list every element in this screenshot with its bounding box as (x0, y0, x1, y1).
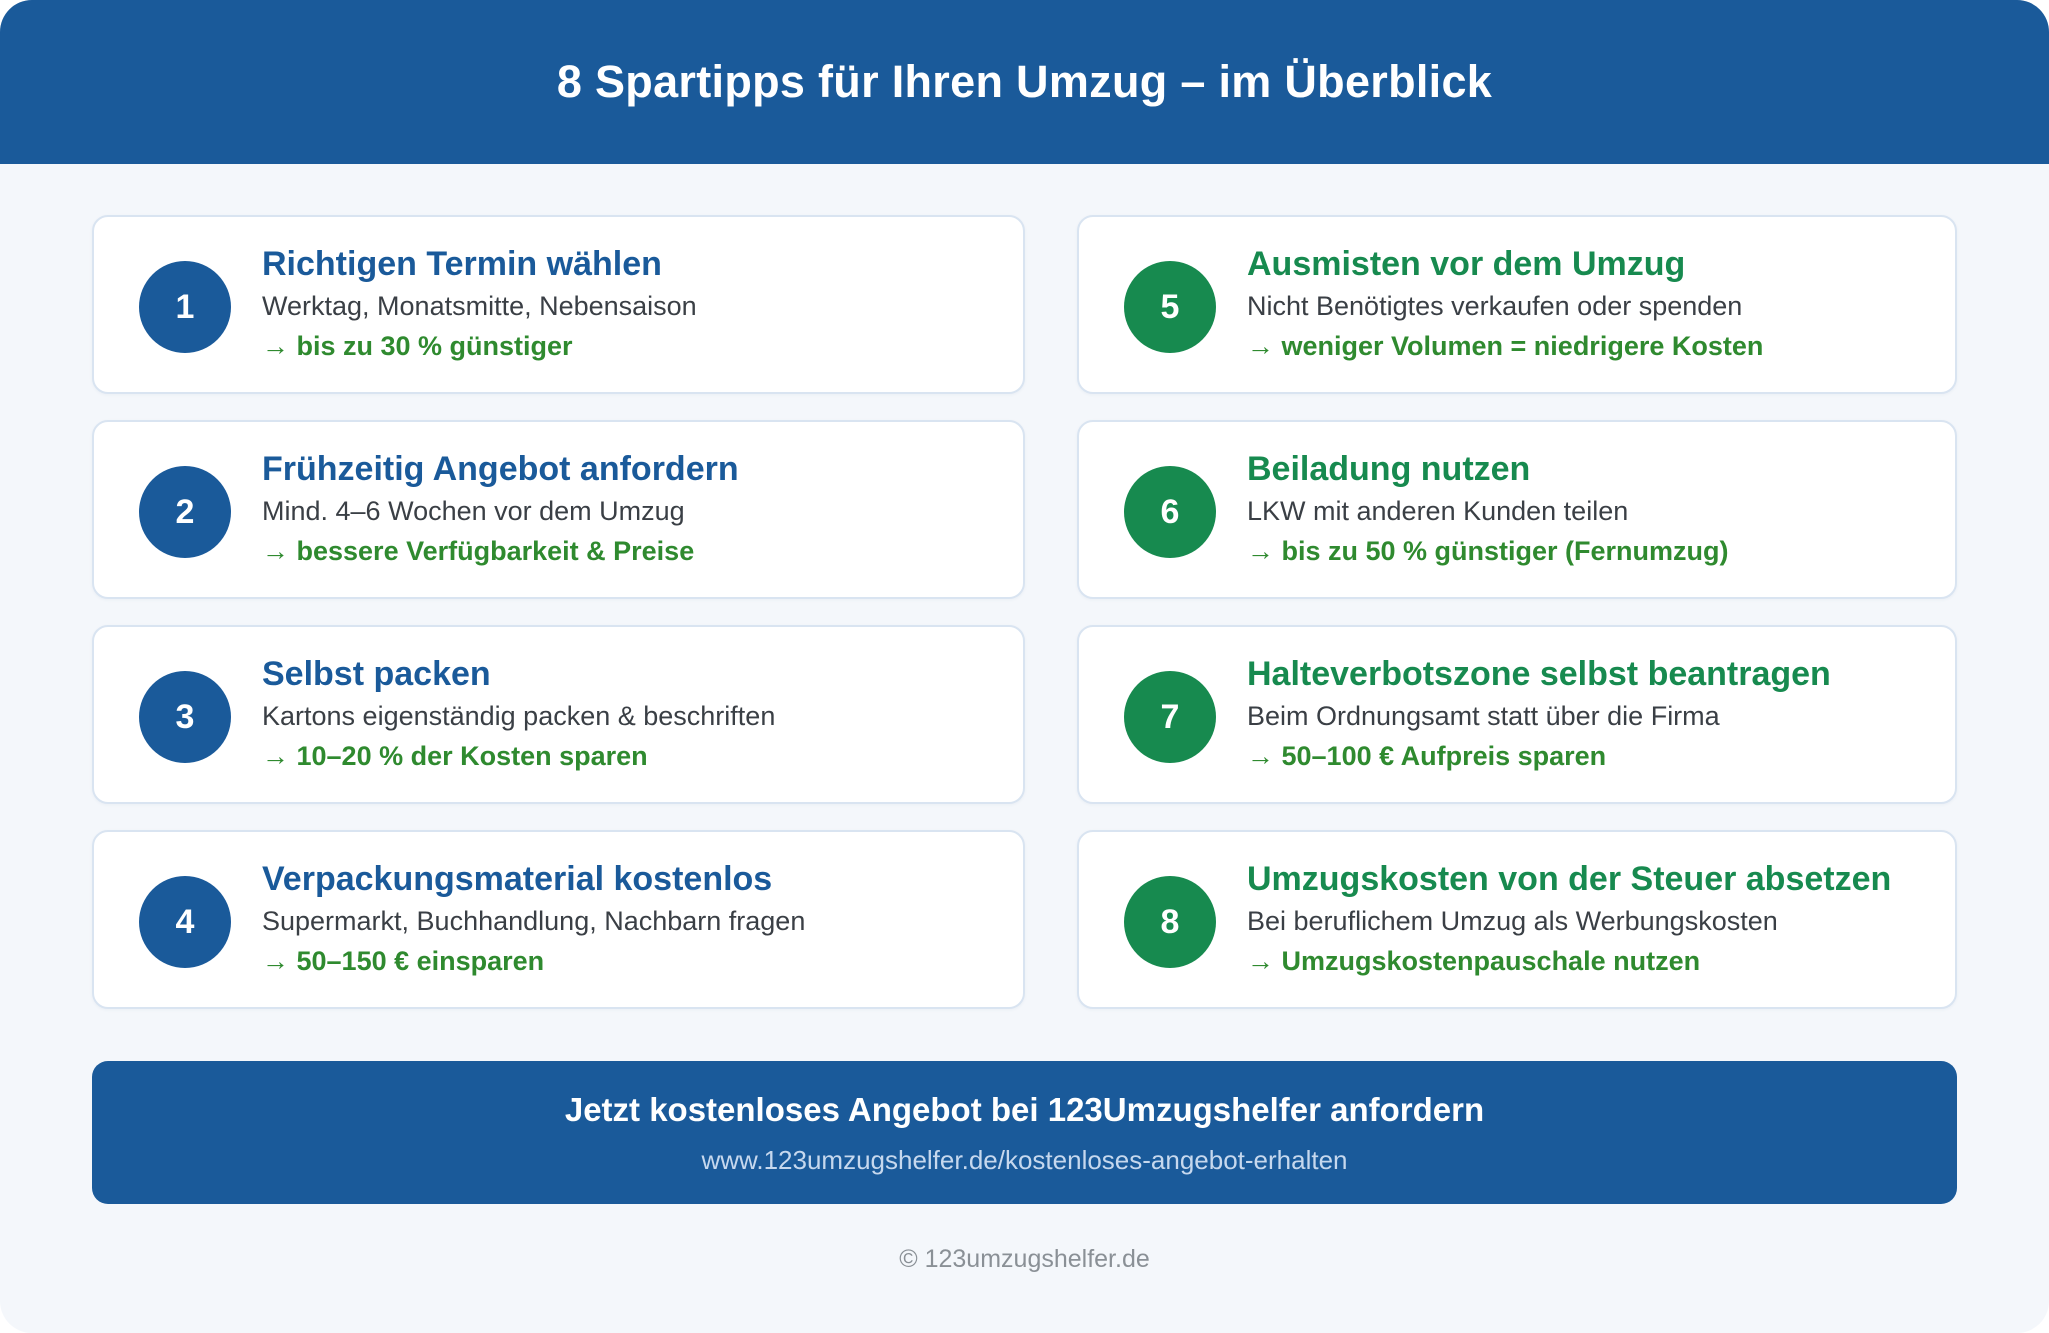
tip-description: Bei beruflichem Umzug als Werbungskosten (1247, 906, 1778, 936)
tip-card-2 (92, 420, 1025, 599)
tip-content (1247, 858, 1935, 978)
tip-number-badge: 2 (139, 466, 231, 558)
tip-benefit: → weniger Volumen = niedrigere Kosten (1247, 331, 1764, 361)
tip-number-badge: 6 (1124, 466, 1216, 558)
tip-content (262, 653, 1003, 773)
tip-title: Halteverbotszone selbst beantragen (1247, 655, 1831, 693)
tip-card-8 (1077, 830, 1957, 1009)
tip-content (1247, 653, 1935, 773)
tip-number-badge: 5 (1124, 261, 1216, 353)
tip-title: Umzugskosten von der Steuer absetzen (1247, 860, 1892, 898)
tip-benefit: → 50–100 € Aufpreis sparen (1247, 741, 1607, 771)
tip-title: Richtigen Termin wählen (262, 245, 662, 283)
tip-description: LKW mit anderen Kunden teilen (1247, 496, 1629, 526)
tip-card-6 (1077, 420, 1957, 599)
tip-card-5 (1077, 215, 1957, 394)
tip-card-3 (92, 625, 1025, 804)
cta-title: Jetzt kostenloses Angebot bei 123Umzugshelfer anfordern (564, 1090, 1485, 1128)
tip-title: Beiladung nutzen (1247, 450, 1531, 488)
tip-benefit: → bis zu 50 % günstiger (Fernumzug) (1247, 536, 1729, 566)
tip-content (262, 243, 1003, 363)
tip-description: Nicht Benötigtes verkaufen oder spenden (1247, 291, 1743, 321)
tip-benefit: → 10–20 % der Kosten sparen (262, 741, 648, 771)
tip-description: Werktag, Monatsmitte, Nebensaison (262, 291, 697, 321)
tip-number-badge: 3 (139, 671, 231, 763)
tip-content (1247, 243, 1935, 363)
tips-grid (92, 215, 1957, 1009)
page-title: 8 Spartipps für Ihren Umzug – im Überblick (556, 56, 1493, 107)
tip-card-4 (92, 830, 1025, 1009)
tip-description: Mind. 4–6 Wochen vor dem Umzug (262, 496, 685, 526)
tip-number-badge: 7 (1124, 671, 1216, 763)
tip-content (262, 448, 1003, 568)
tip-content (1247, 448, 1935, 568)
tip-card-1 (92, 215, 1025, 394)
tip-description: Supermarkt, Buchhandlung, Nachbarn fragen (262, 906, 806, 936)
tip-number-badge: 1 (139, 261, 231, 353)
tip-benefit: → Umzugskostenpauschale nutzen (1247, 946, 1701, 976)
cta-url-link[interactable]: www.123umzugshelfer.de/kostenloses-angebot-erhalten (701, 1144, 1348, 1175)
tip-benefit: → bessere Verfügbarkeit & Preise (262, 536, 695, 566)
tip-description: Kartons eigenständig packen & beschriften (262, 701, 776, 731)
cta-banner[interactable] (92, 1061, 1957, 1204)
tip-title: Selbst packen (262, 655, 491, 693)
header-banner (0, 0, 2049, 164)
tip-title: Ausmisten vor dem Umzug (1247, 245, 1686, 283)
tip-benefit: → bis zu 30 % günstiger (262, 331, 573, 361)
footer-copyright: © 123umzugshelfer.de (899, 1245, 1150, 1273)
tip-card-7 (1077, 625, 1957, 804)
tip-number-badge: 4 (139, 876, 231, 968)
tip-title: Frühzeitig Angebot anfordern (262, 450, 739, 488)
tip-benefit: → 50–150 € einsparen (262, 946, 545, 976)
tip-description: Beim Ordnungsamt statt über die Firma (1247, 701, 1720, 731)
tip-number-badge: 8 (1124, 876, 1216, 968)
tip-title: Verpackungsmaterial kostenlos (262, 860, 773, 898)
tip-content (262, 858, 1003, 978)
